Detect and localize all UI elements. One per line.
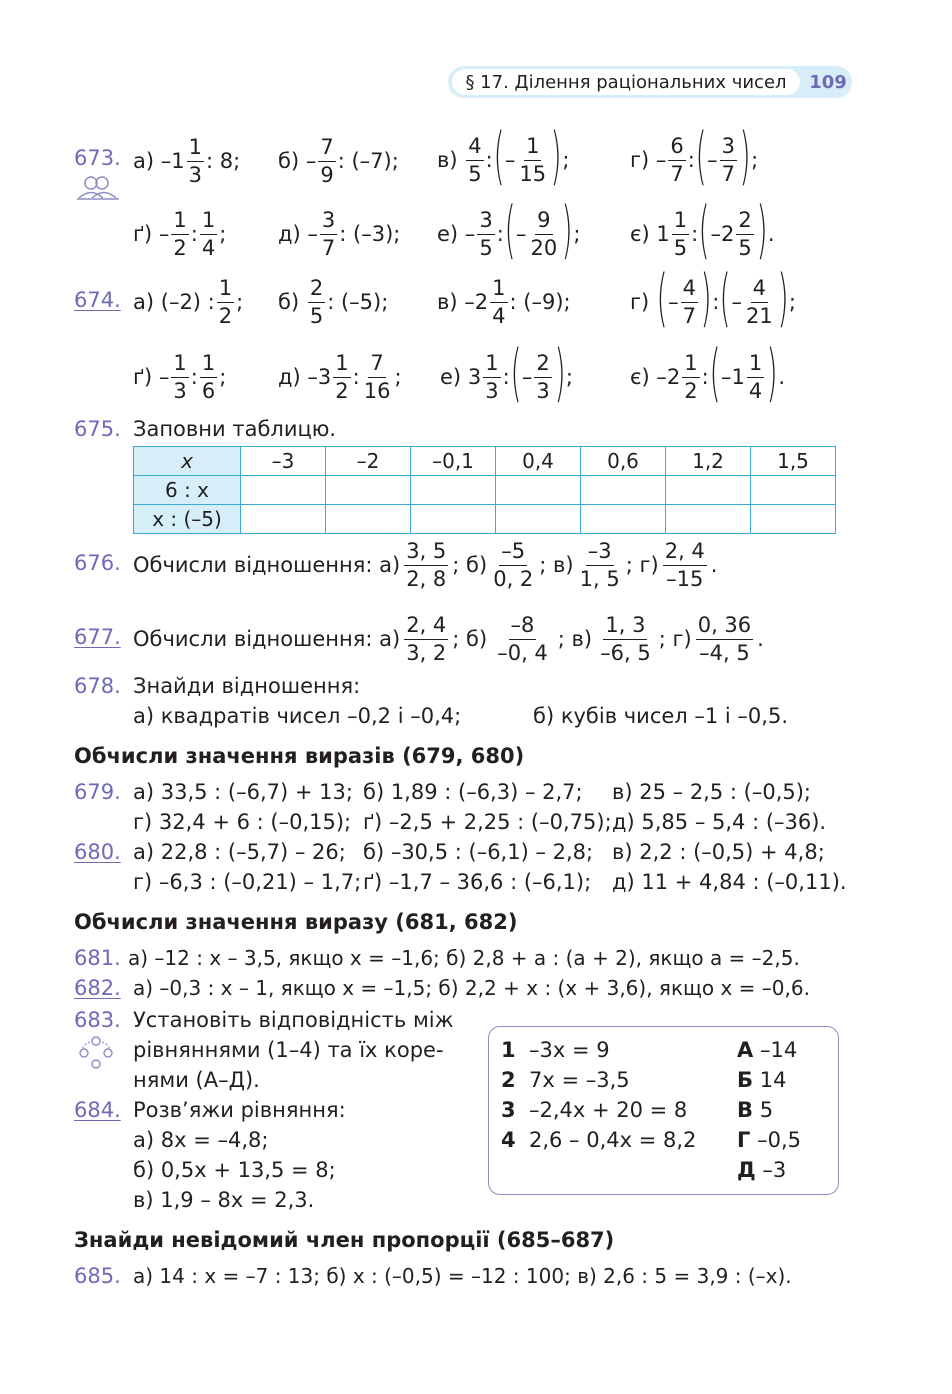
ex674-ye: є) –2 $\frac{1}{2}$ : ( –1 $\frac{1}{4}$ ) .	[630, 336, 786, 409]
ex680-g2: ґ) –1,7 – 36,6 : (–6,1);	[363, 870, 592, 894]
match-eq-1: 1 –3x = 9	[501, 1038, 610, 1062]
ex680-g: г) –6,3 : (–0,21) – 1,7;	[133, 870, 362, 894]
exercise-number-681: 681.	[74, 946, 121, 970]
exercise-number-679: 679.	[74, 780, 121, 804]
section-heading-679-680: Обчисли значення виразів (679, 680)	[74, 744, 525, 768]
match-root-a: А –14	[737, 1038, 798, 1062]
ex682-text: а) –0,3 : x – 1, якщо x = –1,5; б) 2,2 + x : (x + 3,6), якщо x = –0,6.	[133, 976, 810, 1000]
ex676-line: Обчисли відношення: а) $\frac{3, 5}{2, 8}$ ; б) $\frac{-5}{0, 2}$ ; в) $\frac{-3}{1, 5}$ ; г) $\frac{2, 4}{-15}$ .	[133, 538, 718, 591]
ex673-d: д) – $\frac{3}{7}$ : (–3) ;	[278, 207, 401, 260]
ex673-b: б) – $\frac{7}{9}$ : (–7) ;	[278, 134, 399, 187]
ex673-g: г) – $\frac{6}{7}$ : ( – $\frac{3}{7}$ ) ;	[630, 119, 759, 192]
ex679-d: д) 5,85 – 5,4 : (–36).	[612, 810, 827, 834]
ex677-line: Обчисли відношення: а) $\frac{2, 4}{3, 2}$ ; б) $\frac{-8}{-0, 4}$ ; в) $\frac{1, 3}{-6, 5}$ ; г) $\frac{0, 36}{-4, 5}$ .	[133, 612, 764, 665]
ex674-v: в) –2 $\frac{1}{4}$ : (–9) ;	[437, 275, 571, 328]
ex680-v: в) 2,2 : (–0,5) + 4,8;	[612, 840, 825, 864]
ex681-text: а) –12 : x – 3,5, якщо x = –1,6; б) 2,8 + a : (a + 2), якщо a = –2,5.	[128, 946, 800, 970]
exercise-number-683: 683.	[74, 1008, 121, 1032]
section-title: § 17. Ділення раціональних чисел	[452, 69, 800, 95]
exercise-number-678: 678.	[74, 674, 121, 698]
exercise-number-675: 675.	[74, 417, 121, 441]
ex674-b: б) $\frac{2}{5}$ : (–5) ;	[278, 275, 389, 328]
ex674-d: д) –3 $\frac{1}{2}$ : $\frac{7}{16}$ ;	[278, 350, 402, 403]
ex679-g2: ґ) –2,5 + 2,25 : (–0,75);	[363, 810, 612, 834]
match-eq-3: 3 –2,4x + 20 = 8	[501, 1098, 688, 1122]
ex678-b: б) кубів чисел –1 і –0,5.	[533, 704, 789, 728]
ex683-line2: рівняннями (1–4) та їх коре-	[133, 1038, 444, 1062]
ex680-d: д) 11 + 4,84 : (–0,11).	[612, 870, 847, 894]
exercise-number-673: 673.	[74, 146, 121, 170]
exercise-number-674[interactable]: 674.	[74, 288, 121, 312]
exercise-number-676: 676.	[74, 551, 121, 575]
match-eq-2: 2 7x = –3,5	[501, 1068, 630, 1092]
ex678-text: Знайди відношення:	[133, 674, 361, 698]
match-root-b: Б 14	[737, 1068, 787, 1092]
table-row-header: x	[134, 447, 241, 476]
ex685-text: а) 14 : x = –7 : 13; б) x : (–0,5) = –12 : 100; в) 2,6 : 5 = 3,9 : (–x).	[133, 1264, 792, 1288]
ex680-a: а) 22,8 : (–5,7) – 26;	[133, 840, 346, 864]
match-eq-4: 4 2,6 – 0,4x = 8,2	[501, 1128, 697, 1152]
section-heading-681-682: Обчисли значення виразу (681, 682)	[74, 910, 518, 934]
exercise-number-684[interactable]: 684.	[74, 1098, 121, 1122]
pair-work-icon	[76, 174, 120, 207]
exercise-number-685: 685.	[74, 1264, 121, 1288]
ex674-g: г) ( – $\frac{4}{7}$ ) : ( – $\frac{4}{21}$ ) ;	[630, 261, 796, 334]
ex684-text: Розв’яжи рівняння:	[133, 1098, 346, 1122]
ex673-e: е) – $\frac{3}{5}$ : ( – $\frac{9}{20}$ ) ;	[437, 193, 581, 266]
ex680-b: б) –30,5 : (–6,1) – 2,8;	[363, 840, 594, 864]
page-number: 109	[809, 71, 847, 93]
ex684-v: в) 1,9 – 8x = 2,3.	[133, 1188, 315, 1212]
ex679-a: а) 33,5 : (–6,7) + 13;	[133, 780, 353, 804]
exercise-number-682[interactable]: 682.	[74, 976, 121, 1000]
ex673-a: а) –1 $\frac{1}{3}$ : 8;	[133, 134, 241, 187]
ex683-line1: Установіть відповідність між	[133, 1008, 454, 1032]
ex673-ye: є) 1 $\frac{1}{5}$ : ( –2 $\frac{2}{5}$ ) .	[630, 193, 775, 266]
section-heading-685-687: Знайди невідомий член пропорції (685–687)	[74, 1228, 615, 1252]
ex684-b: б) 0,5x + 13,5 = 8;	[133, 1158, 336, 1182]
match-root-d: Д –3	[737, 1158, 787, 1182]
ex673-v: в) $\frac{4}{5}$ : ( – $\frac{1}{15}$ ) ;	[437, 119, 570, 192]
ex684-a: а) 8x = –4,8;	[133, 1128, 269, 1152]
match-root-g: Г –0,5	[737, 1128, 801, 1152]
exercise-number-677[interactable]: 677.	[74, 625, 121, 649]
ex678-a: а) квадратів чисел –0,2 і –0,4;	[133, 704, 462, 728]
ex683-line3: нями (А–Д).	[133, 1068, 260, 1092]
group-work-icon	[78, 1036, 114, 1075]
match-root-v: В 5	[737, 1098, 774, 1122]
ex674-a: а) (–2) : $\frac{1}{2}$ ;	[133, 275, 244, 328]
ex674-e: е) 3 $\frac{1}{3}$ : ( – $\frac{2}{3}$ ) ;	[440, 336, 573, 409]
ex679-g: г) 32,4 + 6 : (–0,15);	[133, 810, 352, 834]
ex679-v: в) 25 – 2,5 : (–0,5);	[612, 780, 811, 804]
table-row-header: 6 : x	[134, 476, 241, 505]
ex674-g2: ґ) – $\frac{1}{3}$ : $\frac{1}{6}$ ;	[133, 350, 227, 403]
ex673-g2: ґ) – $\frac{1}{2}$ : $\frac{1}{4}$ ;	[133, 207, 227, 260]
ex675-text: Заповни таблицю.	[133, 417, 337, 441]
value-table: x –3 –2 –0,1 0,4 0,6 1,2 1,5 6 : x x : (–5)	[133, 446, 836, 534]
table-row-header: x : (–5)	[134, 505, 241, 534]
exercise-number-680[interactable]: 680.	[74, 840, 121, 864]
ex679-b: б) 1,89 : (–6,3) – 2,7;	[363, 780, 583, 804]
